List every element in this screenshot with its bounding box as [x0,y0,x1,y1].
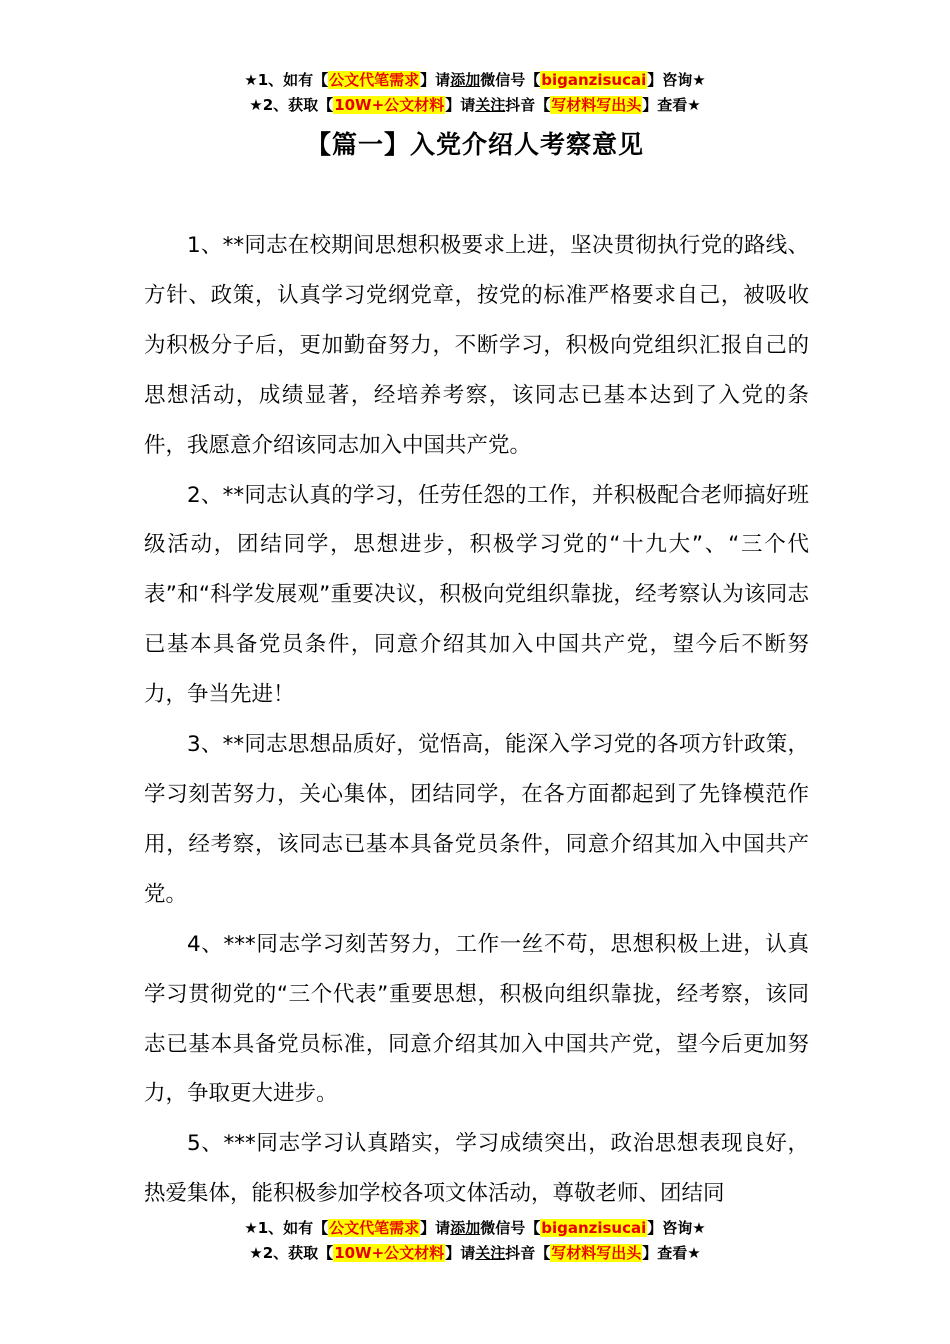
highlight-service: 公文代笔需求 [329,1219,420,1237]
header-banner [0,68,950,118]
paragraph-1: 1、**同志在校期间思想积极要求上进，坚决贯彻执行党的路线、方针、政策，认真学习党纲党章，按党的标准严格要求自己，被吸收为积极分子后，更加勤奋努力，不断学习，积极向党组织汇报自己的思想活动，成绩显著，经培养考察，该同志已基本达到了入党的条件，我愿意介绍该同志加入中国共产党。 [144,233,809,458]
page-title: 【篇一】入党介绍人考察意见 [305,130,644,159]
paragraph-4: 4、***同志学习刻苦努力，工作一丝不苟，思想积极上进，认真学习贯彻党的“三个代表”重要思想，积极向组织靠拢，经考察，该同志已基本具备党员标准，同意介绍其加入中国共产党，望今后更加努力，争取更大进步。 [144,931,809,1107]
highlight-materials: 10W+公文材料 [334,96,445,114]
banner-line-1: ★1、如有【公文代笔需求】请添加微信号【biganzisucai】咨询★ [244,71,706,89]
footer-banner [0,1216,950,1266]
banner-line-1: ★1、如有【公文代笔需求】请添加微信号【biganzisucai】咨询★ [244,1219,706,1237]
highlight-service: 公文代笔需求 [329,71,420,89]
highlight-douyin-account: 写材料写出头 [551,96,642,114]
highlight-wechat-id: biganzisucai [541,71,647,89]
highlight-materials: 10W+公文材料 [334,1244,445,1262]
paragraph-3: 3、**同志思想品质好，觉悟高，能深入学习党的各项方针政策，学习刻苦努力，关心集体，团结同学，在各方面都起到了先锋模范作用，经考察，该同志已基本具备党员条件，同意介绍其加入中国共产党。 [144,732,809,907]
banner-line-2: ★2、获取【10W+公文材料】请关注抖音【写材料写出头】查看★ [249,96,701,114]
highlight-douyin-account: 写材料写出头 [551,1244,642,1262]
paragraph-2: 2、**同志认真的学习，任劳任怨的工作，并积极配合老师搞好班级活动，团结同学，思想进步，积极学习党的“十九大”、“三个代表”和“科学发展观”重要决议，积极向党组织靠拢，经考察认为该同志已基本具备党员条件，同意介绍其加入中国共产党，望今后不断努力，争当先进！ [144,482,809,708]
highlight-wechat-id: biganzisucai [541,1219,647,1237]
document-body [144,221,809,1206]
banner-line-2: ★2、获取【10W+公文材料】请关注抖音【写材料写出头】查看★ [249,1244,701,1262]
paragraph-5: 5、***同志学习认真踏实，学习成绩突出，政治思想表现良好，热爱集体，能积极参加学校各项文体活动，尊敬老师、团结同 [144,1131,809,1206]
